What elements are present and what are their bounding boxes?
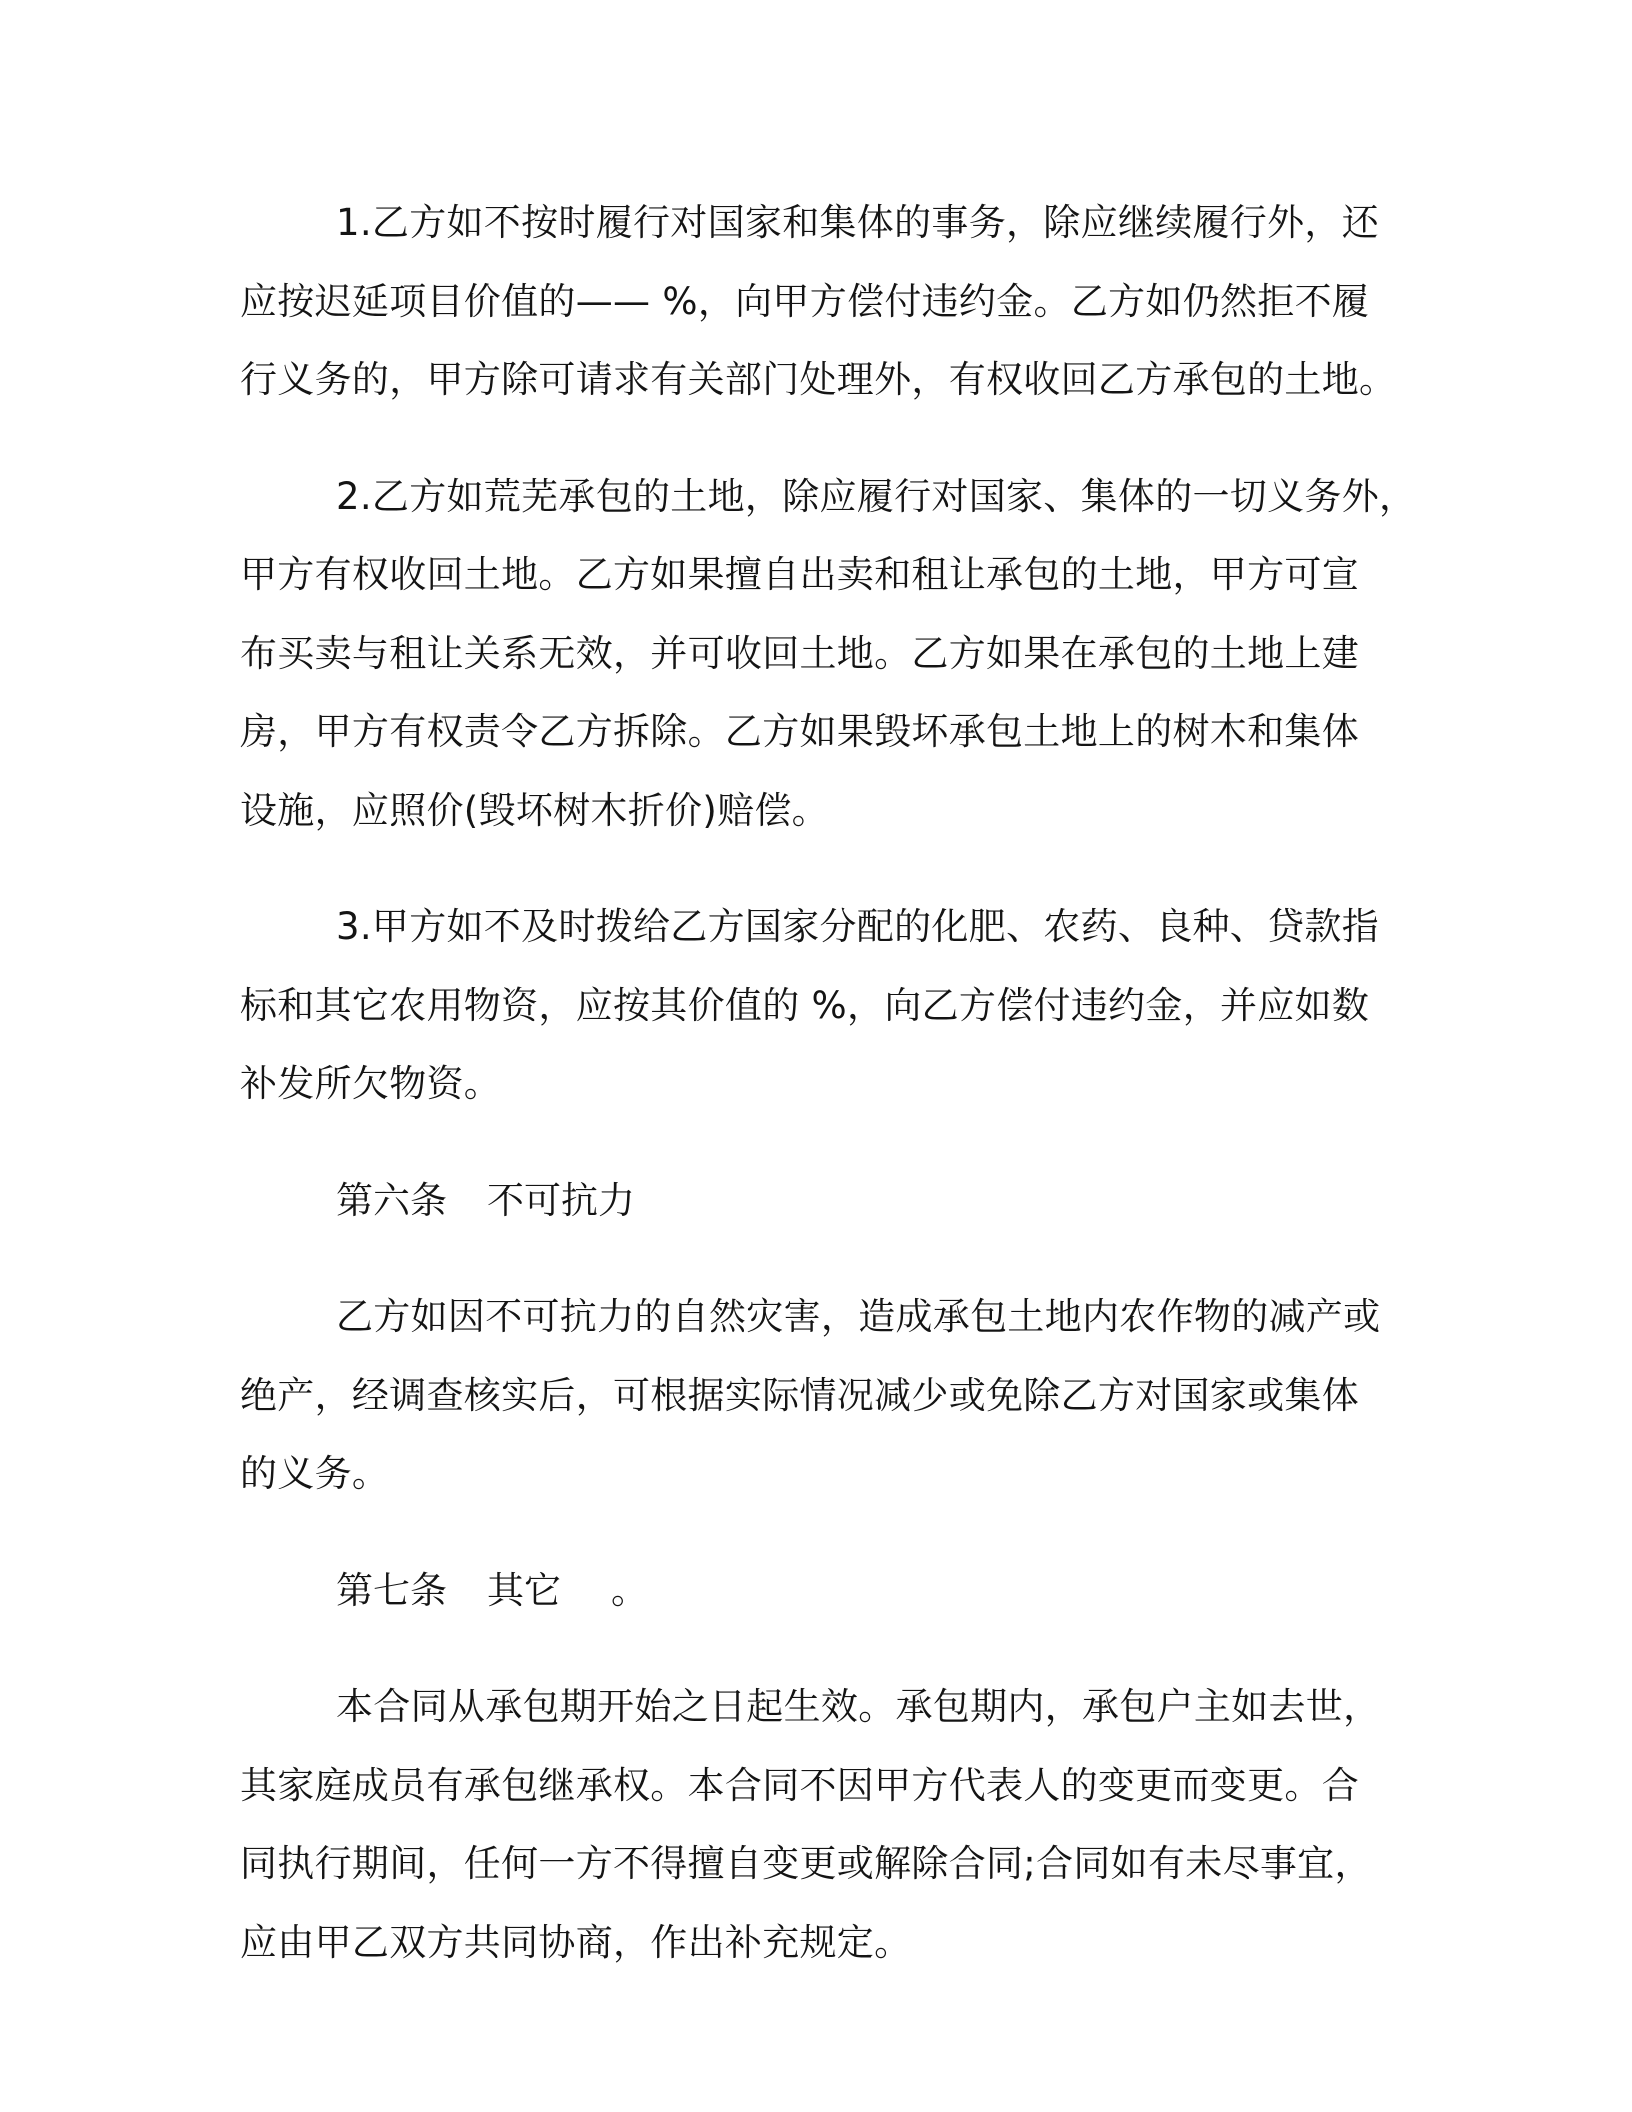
article-title: 不可抗力 <box>487 1178 635 1222</box>
article-title: 其它 <box>487 1568 561 1612</box>
article-6-paragraph <box>240 1278 1410 1514</box>
text-line: 2.乙方如荒芜承包的土地，除应履行对国家、集体的一切义务外， <box>336 474 1417 518</box>
text-line: 3.甲方如不及时拨给乙方国家分配的化肥、农药、良种、贷款指 <box>336 905 1379 948</box>
text-line: 同执行期间，任何一方不得擅自变更或解除合同;合同如有未尽事宜， <box>240 1842 1372 1885</box>
text-line: 补发所欠物资。 <box>240 1062 502 1105</box>
text-line: 其家庭成员有承包继承权。本合同不因甲方代表人的变更而变更。合 <box>240 1763 1359 1807</box>
text-line: 乙方如因不可抗力的自然灾害，造成承包土地内农作物的减产或 <box>336 1295 1381 1338</box>
article-7-paragraph <box>240 1668 1410 1982</box>
article-number: 第六条 <box>336 1178 447 1222</box>
text-line: 标和其它农用物资，应按其价值的 %，向乙方偿付违约金，并应如数 <box>240 983 1370 1027</box>
text-line: 甲方有权收回土地。乙方如果擅自出卖和租让承包的土地，甲方可宣 <box>240 553 1359 596</box>
text-line: 的义务。 <box>240 1452 390 1495</box>
article-title-suffix: 。 <box>611 1568 648 1612</box>
article-6-heading <box>240 1162 1410 1241</box>
clause-paragraph-3 <box>240 888 1410 1124</box>
clause-paragraph-1 <box>240 184 1410 420</box>
text-line: 房，甲方有权责令乙方拆除。乙方如果毁坏承包土地上的树木和集体 <box>240 710 1359 753</box>
text-line: 布买卖与租让关系无效，并可收回土地。乙方如果在承包的土地上建 <box>240 631 1359 675</box>
text-line: 应按迟延项目价值的—— %，向甲方偿付违约金。乙方如仍然拒不履 <box>240 279 1370 323</box>
article-7-heading <box>240 1552 1410 1631</box>
document-body <box>240 184 1417 2020</box>
text-line: 本合同从承包期开始之日起生效。承包期内，承包户主如去世， <box>336 1685 1381 1728</box>
text-line: 1.乙方如不按时履行对国家和集体的事务，除应继续履行外，还 <box>336 201 1379 244</box>
text-line: 行义务的，甲方除可请求有关部门处理外，有权收回乙方承包的土地。 <box>240 358 1397 401</box>
text-line: 设施，应照价(毁坏树木折价)赔偿。 <box>240 788 829 832</box>
clause-paragraph-2 <box>240 458 1417 851</box>
text-line: 应由甲乙双方共同协商，作出补充规定。 <box>240 1920 912 1964</box>
article-number: 第七条 <box>336 1568 447 1612</box>
text-line: 绝产，经调查核实后，可根据实际情况减少或免除乙方对国家或集体 <box>240 1373 1359 1417</box>
